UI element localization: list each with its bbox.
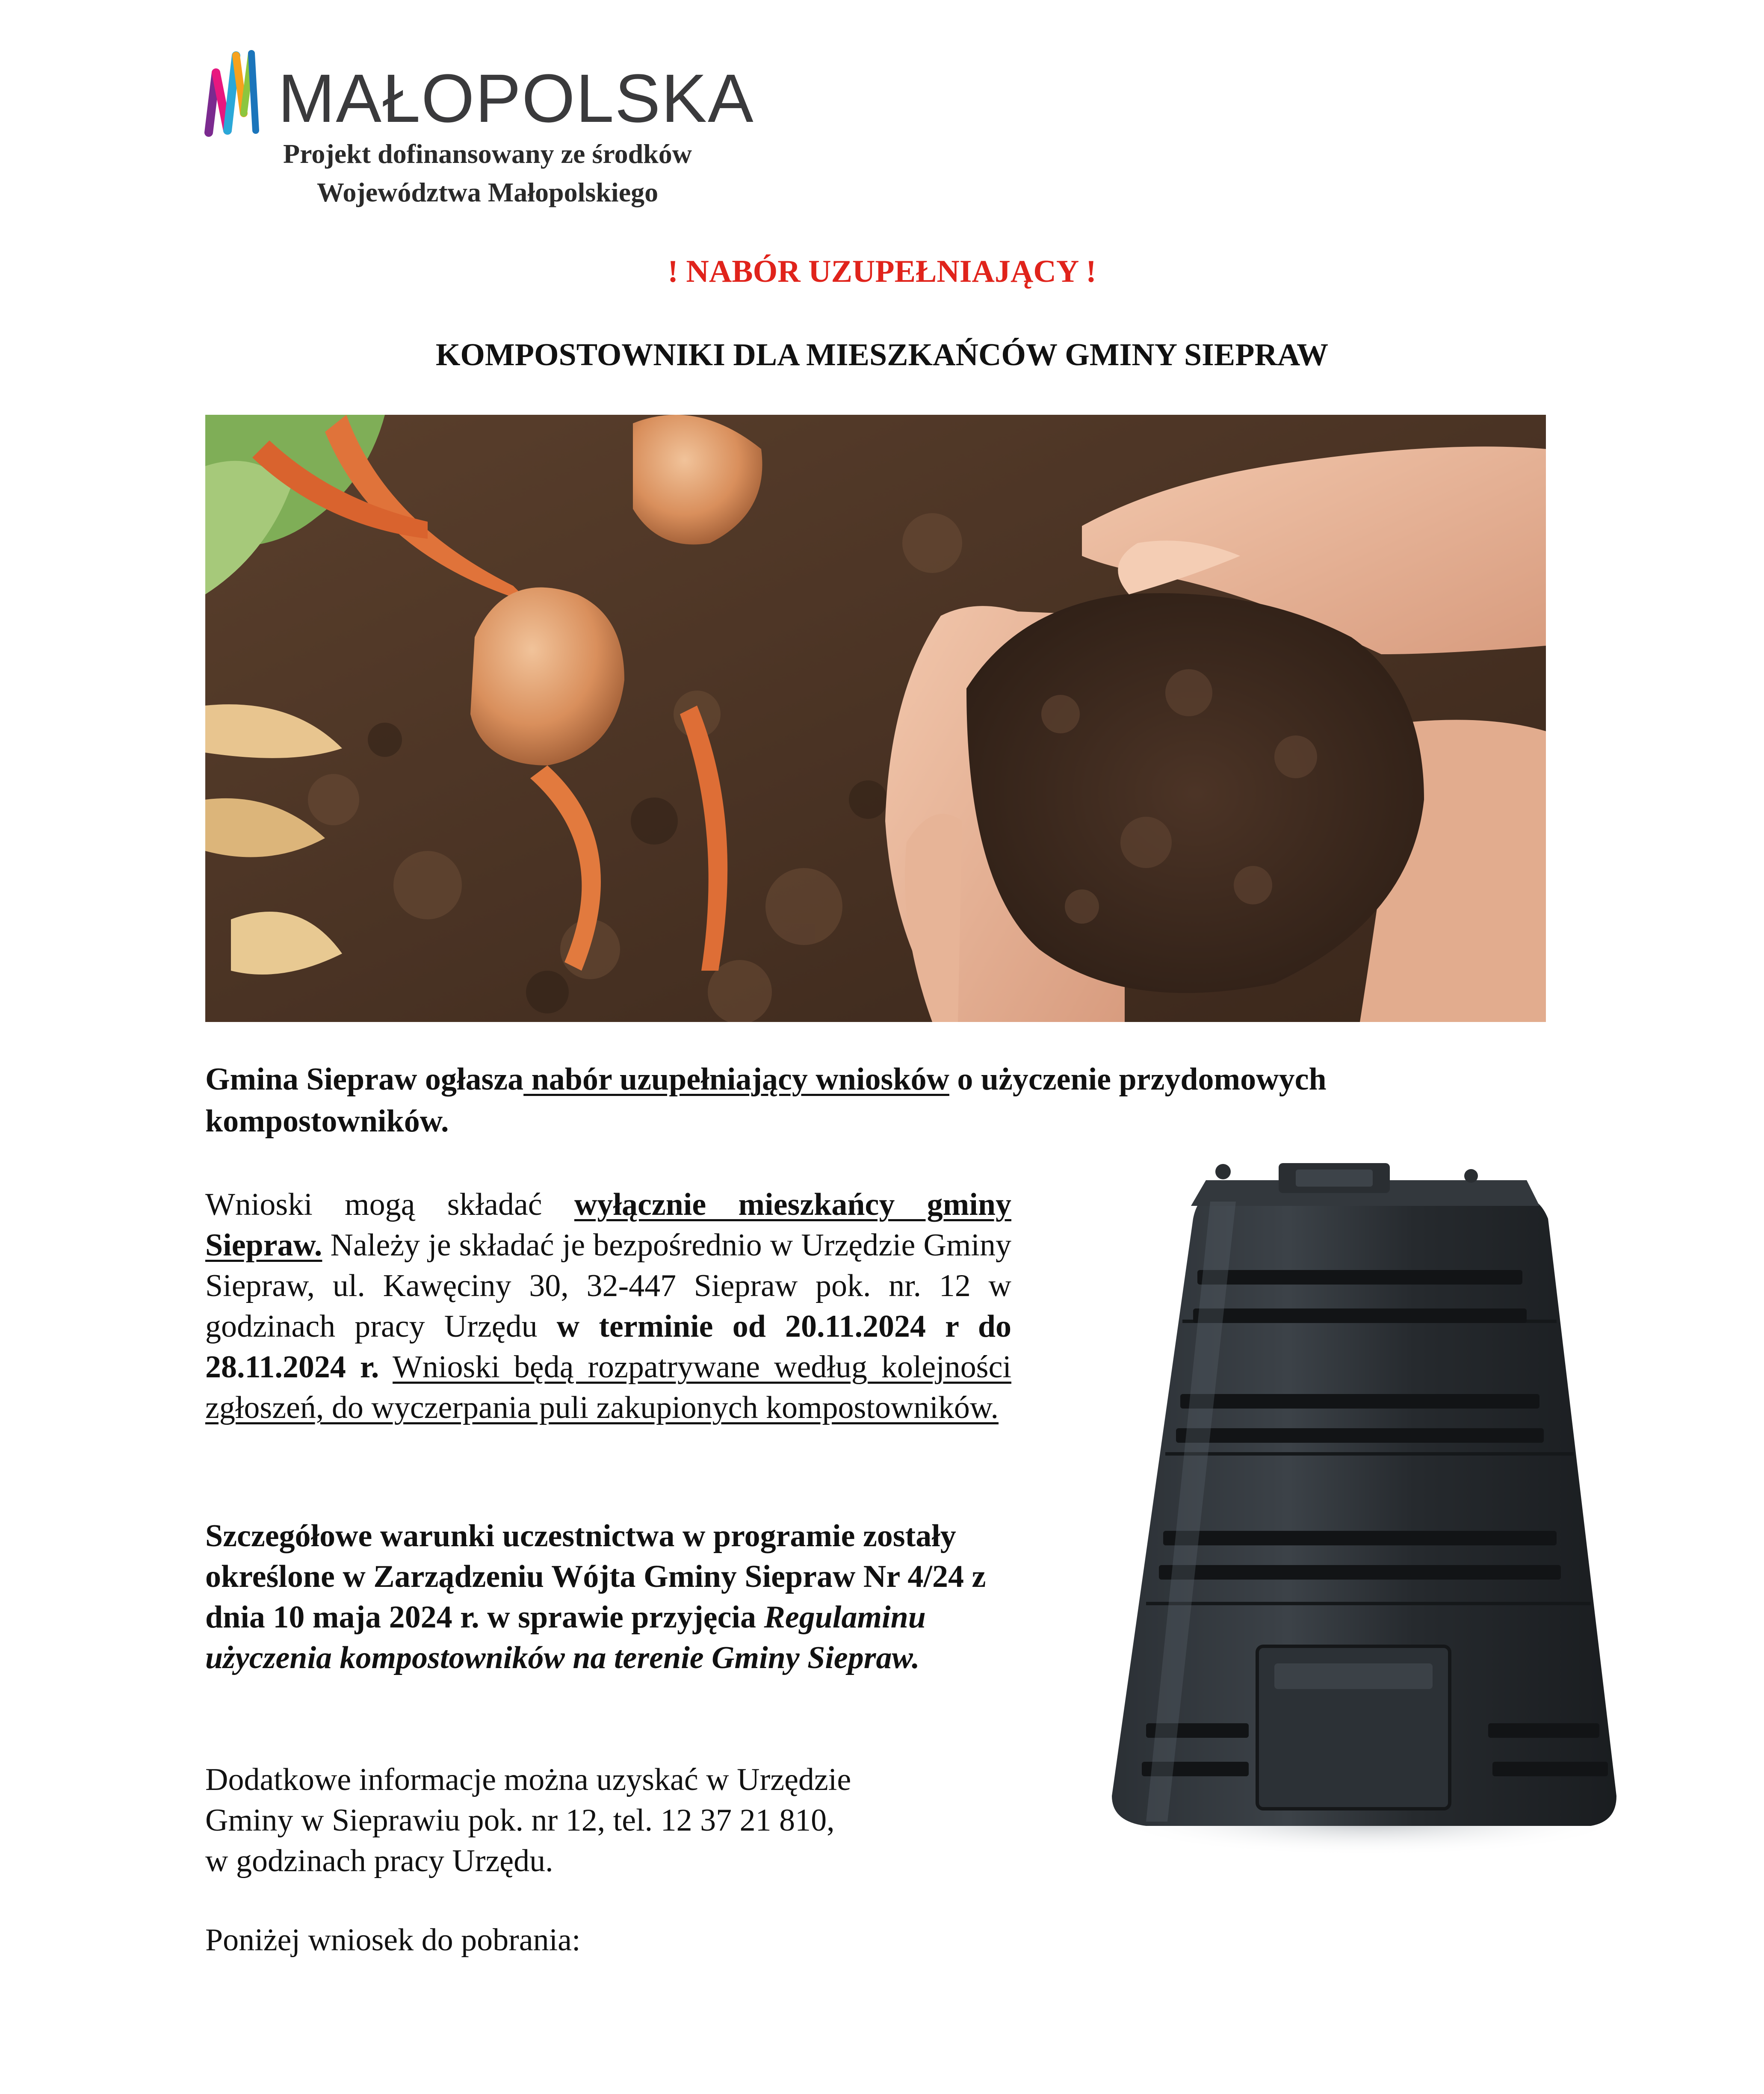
apply-text-1: Wnioski mogą składać [205,1187,574,1222]
funding-note [205,135,770,212]
contact-info [205,1760,1018,1881]
intro-paragraph [205,1058,1557,1142]
regulation-title: Regulaminu użyczenia kompostowników na terenie Gminy Siepraw. [205,1600,926,1675]
intro-highlight: nabór uzupełniający wniosków [523,1062,949,1097]
residents-only-note: wyłącznie mieszkańcy gminy Siepraw. [205,1187,1011,1263]
contact-line-3: w godzinach pracy Urzędu. [205,1843,553,1878]
intro-text-start: Gmina Siepraw ogłasza [205,1062,524,1097]
order-of-applications-note: Wnioski będą rozpatrywane według kolejności zgłoszeń, do wyczerpania puli zakupionych kompostowników. [205,1350,1011,1425]
compost-hands-photo [205,415,1546,1022]
supplementary-call-notice: ! NABÓR UZUPEŁNIAJĄCY ! [668,254,1096,289]
funding-line-1: Projekt dofinansowany ze środków [283,139,692,169]
malopolska-m-mark-icon [209,53,256,133]
intro-text-end: o użyczenie przydomowych kompostowników. [205,1062,1327,1139]
download-note: Poniżej wniosek do pobrania: [205,1923,581,1958]
logo-wordmark: MAŁOPOLSKA [278,60,754,136]
contact-line-2: Gminy w Sieprawiu pok. nr 12, tel. 12 37 21 810, [205,1803,835,1838]
funding-line-2: Województwa Małopolskiego [316,177,659,207]
composter-bin-image [1095,1155,1629,1856]
conditions-text: Szczegółowe warunki uczestnictwa w programie zostały określone w Zarządzeniu Wójta Gminy Siepraw Nr 4/24 z dnia 10 maja 2024 r. w sprawie przyjęcia [205,1518,986,1635]
apply-text-office: Należy je składać je bezpośrednio w Urzędzie Gminy Siepraw, ul. Kawęciny 30, 32-447 Siepraw pok. nr. 12 w godzinach pracy Urzędu [205,1228,1011,1344]
application-paragraph [205,1184,1011,1428]
conditions-paragraph [205,1516,1043,1678]
contact-line-1: Dodatkowe informacje można uzyskać w Urzędzie [205,1762,851,1797]
application-deadline: w terminie od 20.11.2024 r do 28.11.2024 r. [205,1309,1011,1385]
page-title: KOMPOSTOWNIKI DLA MIESZKAŃCÓW GMINY SIEPRAW [435,337,1329,372]
